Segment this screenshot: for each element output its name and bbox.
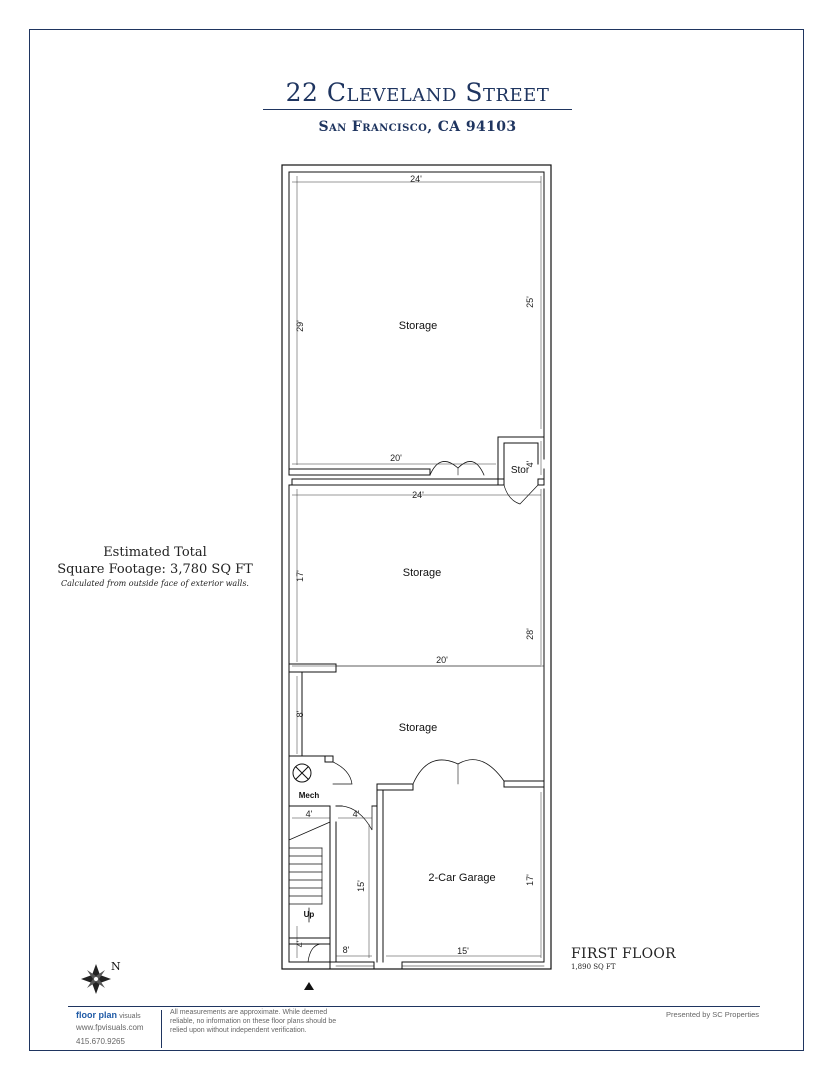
dim-top-height-right: 25': [525, 296, 535, 308]
dim-top-width: 24': [410, 174, 422, 184]
room-label-mech: Mech: [298, 791, 320, 800]
dim-hall-width: 4': [352, 809, 360, 819]
dim-middle-height-right: 28': [525, 628, 535, 640]
estimate-note: Calculated from outside face of exterior walls.: [61, 579, 249, 588]
floor-name: FIRST FLOOR: [571, 946, 676, 962]
floor-area: 1,890 SQ FT: [571, 963, 616, 971]
property-title: 22 Cleveland Street: [285, 78, 550, 107]
dim-entry-height: 4': [295, 940, 305, 948]
stairs-up-label: Up: [303, 910, 315, 919]
dim-stor-height: 4': [525, 460, 535, 468]
dim-top-height-left: 29': [295, 320, 305, 332]
compass-north-label: N: [111, 960, 121, 973]
room-label-storage-middle: Storage: [402, 567, 442, 579]
company-phone: 415.670.9265: [76, 1037, 125, 1046]
room-label-storage-lower: Storage: [398, 722, 438, 734]
room-label-garage: 2-Car Garage: [428, 872, 496, 884]
dim-middle-height-left: 17': [295, 570, 305, 582]
dim-garage-width: 15': [457, 946, 469, 956]
presented-by: Presented by SC Properties: [666, 1010, 759, 1019]
dim-entry-width: 8': [342, 945, 350, 955]
dim-middle-bottom-width: 20': [436, 655, 448, 665]
estimate-total: Square Footage: 3,780 SQ FT: [57, 562, 253, 577]
company-logo: [76, 1010, 141, 1020]
entry-marker: [304, 982, 314, 990]
room-label-storage-top: Storage: [398, 320, 438, 332]
dim-mech-width: 4': [305, 809, 313, 819]
dim-lower-height-left: 8': [295, 710, 305, 718]
dim-middle-width: 24': [412, 490, 424, 500]
dim-garage-height: 17': [525, 874, 535, 886]
outer-wall-inner-top: [289, 172, 544, 459]
floor-label: [571, 946, 676, 971]
dim-hall-height: 15': [356, 880, 366, 892]
footer-divider-line: [68, 1006, 760, 1007]
company-website: www.fpvisuals.com: [76, 1023, 144, 1032]
footer-vertical-divider: [161, 1010, 162, 1048]
logo-light-text: visuals: [119, 1013, 141, 1020]
property-address: San Francisco, CA 94103: [318, 119, 517, 135]
disclaimer-text: All measurements are approximate. While deemed reliable, no information on these floor plans should be relied upon without independent verification.: [170, 1009, 337, 1034]
room-label-stor: Stor: [510, 465, 530, 476]
dim-top-bottom-width: 20': [390, 453, 402, 463]
logo-bold-text: floor plan: [76, 1010, 117, 1020]
estimate-heading: Estimated Total: [103, 545, 207, 560]
compass-icon: [81, 964, 111, 994]
